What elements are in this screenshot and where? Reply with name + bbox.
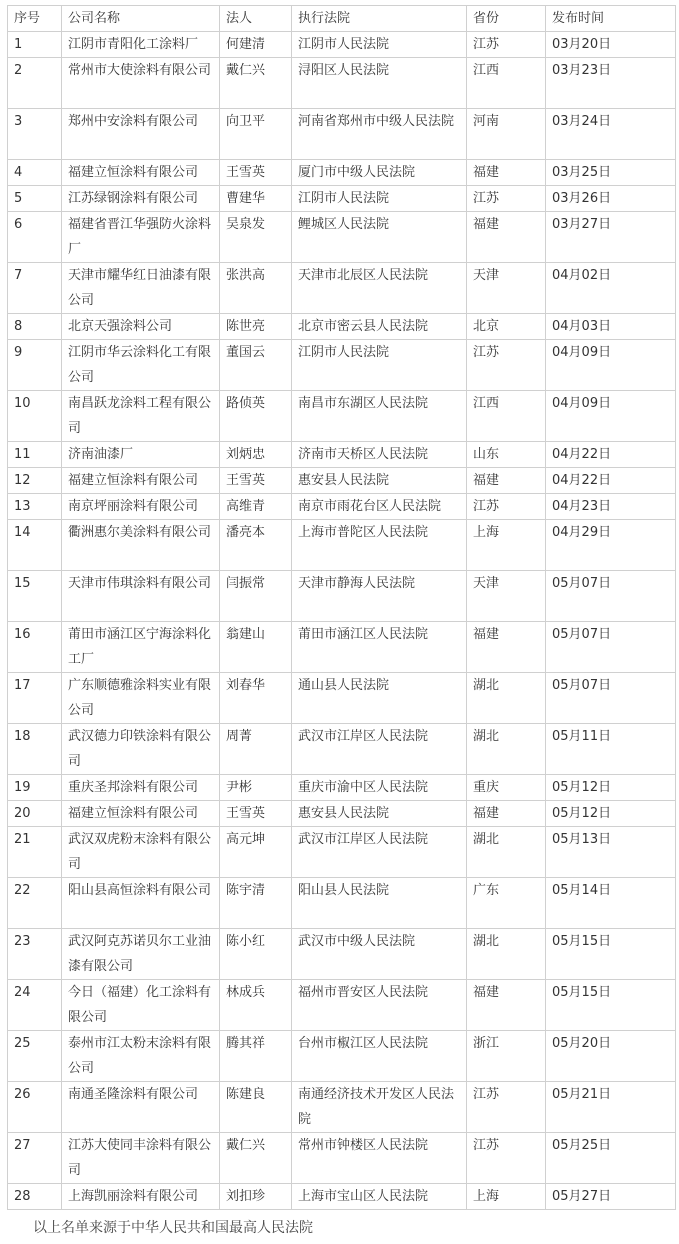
- cell-date: 05月20日: [546, 1031, 676, 1082]
- cell-no: 1: [8, 32, 62, 58]
- cell-date: 04月22日: [546, 442, 676, 468]
- table-row: [8, 622, 676, 673]
- cell-legal-rep: 曹建华: [220, 186, 292, 212]
- table-row: [8, 314, 676, 340]
- table-row: [8, 827, 676, 878]
- cell-date: 05月25日: [546, 1133, 676, 1184]
- cell-province: 广东: [467, 878, 546, 929]
- cell-company: 天津市耀华红日油漆有限公司: [62, 263, 220, 314]
- cell-court: 惠安县人民法院: [292, 801, 467, 827]
- cell-date: 03月24日: [546, 109, 676, 160]
- cell-court: 南昌市东湖区人民法院: [292, 391, 467, 442]
- cell-date: 03月20日: [546, 32, 676, 58]
- table-row: [8, 775, 676, 801]
- cell-province: 江苏: [467, 32, 546, 58]
- cell-legal-rep: 向卫平: [220, 109, 292, 160]
- table-row: [8, 212, 676, 263]
- table-row: [8, 1184, 676, 1210]
- cell-company: 重庆圣邦涂料有限公司: [62, 775, 220, 801]
- cell-company: 武汉双虎粉末涂料有限公司: [62, 827, 220, 878]
- cell-company: 江苏绿钢涂料有限公司: [62, 186, 220, 212]
- cell-company: 莆田市涵江区宁海涂料化工厂: [62, 622, 220, 673]
- cell-legal-rep: 戴仁兴: [220, 58, 292, 109]
- cell-date: 05月11日: [546, 724, 676, 775]
- cell-province: 福建: [467, 160, 546, 186]
- cell-province: 上海: [467, 1184, 546, 1210]
- cell-province: 江苏: [467, 1133, 546, 1184]
- cell-no: 7: [8, 263, 62, 314]
- cell-legal-rep: 陈小红: [220, 929, 292, 980]
- cell-court: 武汉市江岸区人民法院: [292, 724, 467, 775]
- cell-date: 05月13日: [546, 827, 676, 878]
- cell-legal-rep: 翁建山: [220, 622, 292, 673]
- cell-no: 22: [8, 878, 62, 929]
- table-row: [8, 1082, 676, 1133]
- cell-company: 福建立恒涂料有限公司: [62, 801, 220, 827]
- cell-company: 今日（福建）化工涂料有限公司: [62, 980, 220, 1031]
- cell-company: 南通圣隆涂料有限公司: [62, 1082, 220, 1133]
- cell-province: 上海: [467, 520, 546, 571]
- cell-legal-rep: 张洪高: [220, 263, 292, 314]
- cell-province: 江西: [467, 391, 546, 442]
- cell-province: 福建: [467, 622, 546, 673]
- cell-legal-rep: 王雪英: [220, 468, 292, 494]
- cell-company: 福建立恒涂料有限公司: [62, 160, 220, 186]
- cell-company: 上海凯丽涂料有限公司: [62, 1184, 220, 1210]
- cell-date: 04月03日: [546, 314, 676, 340]
- cell-legal-rep: 董国云: [220, 340, 292, 391]
- table-row: [8, 186, 676, 212]
- cell-no: 3: [8, 109, 62, 160]
- cell-date: 05月07日: [546, 673, 676, 724]
- cell-province: 北京: [467, 314, 546, 340]
- cell-legal-rep: 刘春华: [220, 673, 292, 724]
- cell-court: 武汉市中级人民法院: [292, 929, 467, 980]
- cell-province: 浙江: [467, 1031, 546, 1082]
- table-row: [8, 980, 676, 1031]
- cell-date: 05月15日: [546, 929, 676, 980]
- cell-legal-rep: 何建清: [220, 32, 292, 58]
- cell-date: 03月27日: [546, 212, 676, 263]
- cell-no: 12: [8, 468, 62, 494]
- table-header-row: [8, 6, 676, 32]
- cell-company: 武汉德力印铁涂料有限公司: [62, 724, 220, 775]
- cell-court: 常州市钟楼区人民法院: [292, 1133, 467, 1184]
- cell-legal-rep: 林成兵: [220, 980, 292, 1031]
- cell-no: 2: [8, 58, 62, 109]
- cell-court: 福州市晋安区人民法院: [292, 980, 467, 1031]
- enforcement-list-table: [7, 5, 676, 1210]
- cell-date: 05月07日: [546, 622, 676, 673]
- cell-company: 福建省晋江华强防火涂料厂: [62, 212, 220, 263]
- table-row: [8, 109, 676, 160]
- cell-date: 03月23日: [546, 58, 676, 109]
- column-header-company: 公司名称: [62, 6, 220, 32]
- column-header-province: 省份: [467, 6, 546, 32]
- table-row: [8, 494, 676, 520]
- cell-date: 04月02日: [546, 263, 676, 314]
- cell-no: 17: [8, 673, 62, 724]
- cell-no: 14: [8, 520, 62, 571]
- cell-legal-rep: 吴泉发: [220, 212, 292, 263]
- cell-date: 05月07日: [546, 571, 676, 622]
- cell-date: 04月09日: [546, 340, 676, 391]
- column-header-date: 发布时间: [546, 6, 676, 32]
- cell-no: 23: [8, 929, 62, 980]
- column-header-no: 序号: [8, 6, 62, 32]
- cell-date: 05月12日: [546, 775, 676, 801]
- column-header-court: 执行法院: [292, 6, 467, 32]
- cell-court: 厦门市中级人民法院: [292, 160, 467, 186]
- table-row: [8, 442, 676, 468]
- cell-court: 阳山县人民法院: [292, 878, 467, 929]
- cell-legal-rep: 潘亮本: [220, 520, 292, 571]
- cell-court: 台州市椒江区人民法院: [292, 1031, 467, 1082]
- column-header-legal-rep: 法人: [220, 6, 292, 32]
- cell-legal-rep: 路侦英: [220, 391, 292, 442]
- cell-company: 江苏大使同丰涂料有限公司: [62, 1133, 220, 1184]
- cell-company: 天津市伟琪涂料有限公司: [62, 571, 220, 622]
- table-row: [8, 468, 676, 494]
- cell-province: 湖北: [467, 724, 546, 775]
- cell-court: 河南省郑州市中级人民法院: [292, 109, 467, 160]
- cell-court: 上海市普陀区人民法院: [292, 520, 467, 571]
- table-row: [8, 724, 676, 775]
- table-row: [8, 340, 676, 391]
- cell-province: 河南: [467, 109, 546, 160]
- cell-no: 5: [8, 186, 62, 212]
- cell-province: 山东: [467, 442, 546, 468]
- cell-court: 莆田市涵江区人民法院: [292, 622, 467, 673]
- cell-company: 武汉阿克苏诺贝尔工业油漆有限公司: [62, 929, 220, 980]
- cell-company: 济南油漆厂: [62, 442, 220, 468]
- cell-province: 天津: [467, 571, 546, 622]
- table-row: [8, 929, 676, 980]
- cell-company: 衢洲惠尔美涂料有限公司: [62, 520, 220, 571]
- cell-legal-rep: 王雪英: [220, 160, 292, 186]
- cell-no: 6: [8, 212, 62, 263]
- cell-legal-rep: 陈世亮: [220, 314, 292, 340]
- cell-legal-rep: 高元坤: [220, 827, 292, 878]
- table-row: [8, 32, 676, 58]
- cell-no: 25: [8, 1031, 62, 1082]
- cell-court: 天津市静海人民法院: [292, 571, 467, 622]
- cell-date: 03月25日: [546, 160, 676, 186]
- cell-no: 15: [8, 571, 62, 622]
- table-row: [8, 571, 676, 622]
- cell-legal-rep: 陈建良: [220, 1082, 292, 1133]
- cell-legal-rep: 戴仁兴: [220, 1133, 292, 1184]
- cell-legal-rep: 王雪英: [220, 801, 292, 827]
- table-row: [8, 878, 676, 929]
- cell-legal-rep: 尹彬: [220, 775, 292, 801]
- cell-court: 江阴市人民法院: [292, 340, 467, 391]
- cell-date: 04月23日: [546, 494, 676, 520]
- cell-province: 湖北: [467, 929, 546, 980]
- cell-date: 04月09日: [546, 391, 676, 442]
- cell-date: 04月22日: [546, 468, 676, 494]
- cell-company: 广东顺德雅涂料实业有限公司: [62, 673, 220, 724]
- cell-court: 通山县人民法院: [292, 673, 467, 724]
- cell-province: 湖北: [467, 673, 546, 724]
- table-row: [8, 160, 676, 186]
- cell-company: 江阴市青阳化工涂料厂: [62, 32, 220, 58]
- cell-date: 05月15日: [546, 980, 676, 1031]
- cell-date: 05月27日: [546, 1184, 676, 1210]
- cell-legal-rep: 刘炳忠: [220, 442, 292, 468]
- cell-no: 13: [8, 494, 62, 520]
- cell-company: 南昌跃龙涂料工程有限公司: [62, 391, 220, 442]
- cell-legal-rep: 刘扣珍: [220, 1184, 292, 1210]
- cell-date: 05月14日: [546, 878, 676, 929]
- cell-no: 16: [8, 622, 62, 673]
- cell-company: 泰州市江太粉末涂料有限公司: [62, 1031, 220, 1082]
- table-row: [8, 801, 676, 827]
- cell-no: 21: [8, 827, 62, 878]
- cell-no: 20: [8, 801, 62, 827]
- cell-court: 武汉市江岸区人民法院: [292, 827, 467, 878]
- cell-date: 05月12日: [546, 801, 676, 827]
- cell-province: 福建: [467, 980, 546, 1031]
- cell-no: 9: [8, 340, 62, 391]
- cell-province: 福建: [467, 212, 546, 263]
- table-row: [8, 1031, 676, 1082]
- cell-province: 福建: [467, 468, 546, 494]
- cell-legal-rep: 陈宇清: [220, 878, 292, 929]
- cell-legal-rep: 高维青: [220, 494, 292, 520]
- cell-court: 鲤城区人民法院: [292, 212, 467, 263]
- cell-no: 18: [8, 724, 62, 775]
- cell-court: 济南市天桥区人民法院: [292, 442, 467, 468]
- cell-province: 福建: [467, 801, 546, 827]
- cell-court: 江阴市人民法院: [292, 186, 467, 212]
- cell-no: 28: [8, 1184, 62, 1210]
- cell-no: 10: [8, 391, 62, 442]
- cell-no: 27: [8, 1133, 62, 1184]
- table-row: [8, 1133, 676, 1184]
- cell-province: 江苏: [467, 1082, 546, 1133]
- cell-court: 北京市密云县人民法院: [292, 314, 467, 340]
- cell-province: 天津: [467, 263, 546, 314]
- cell-court: 南通经济技术开发区人民法院: [292, 1082, 467, 1133]
- cell-no: 24: [8, 980, 62, 1031]
- table-row: [8, 58, 676, 109]
- cell-no: 4: [8, 160, 62, 186]
- table-row: [8, 391, 676, 442]
- cell-company: 阳山县高恒涂料有限公司: [62, 878, 220, 929]
- cell-court: 惠安县人民法院: [292, 468, 467, 494]
- cell-date: 05月21日: [546, 1082, 676, 1133]
- cell-court: 天津市北辰区人民法院: [292, 263, 467, 314]
- cell-no: 19: [8, 775, 62, 801]
- cell-legal-rep: 腾其祥: [220, 1031, 292, 1082]
- cell-court: 重庆市渝中区人民法院: [292, 775, 467, 801]
- cell-province: 湖北: [467, 827, 546, 878]
- cell-company: 南京坪丽涂料有限公司: [62, 494, 220, 520]
- cell-company: 江阴市华云涂料化工有限公司: [62, 340, 220, 391]
- cell-no: 26: [8, 1082, 62, 1133]
- cell-court: 上海市宝山区人民法院: [292, 1184, 467, 1210]
- cell-province: 江苏: [467, 494, 546, 520]
- cell-court: 浔阳区人民法院: [292, 58, 467, 109]
- cell-legal-rep: 闫振常: [220, 571, 292, 622]
- source-note: 以上名单来源于中华人民共和国最高人民法院: [33, 1220, 313, 1236]
- cell-province: 重庆: [467, 775, 546, 801]
- cell-court: 南京市雨花台区人民法院: [292, 494, 467, 520]
- cell-date: 03月26日: [546, 186, 676, 212]
- cell-no: 8: [8, 314, 62, 340]
- table-row: [8, 263, 676, 314]
- cell-company: 常州市大使涂料有限公司: [62, 58, 220, 109]
- cell-province: 江苏: [467, 340, 546, 391]
- cell-company: 北京天强涂料公司: [62, 314, 220, 340]
- cell-no: 11: [8, 442, 62, 468]
- cell-legal-rep: 周菁: [220, 724, 292, 775]
- cell-date: 04月29日: [546, 520, 676, 571]
- cell-province: 江西: [467, 58, 546, 109]
- cell-company: 郑州中安涂料有限公司: [62, 109, 220, 160]
- cell-province: 江苏: [467, 186, 546, 212]
- cell-company: 福建立恒涂料有限公司: [62, 468, 220, 494]
- table-row: [8, 673, 676, 724]
- table-row: [8, 520, 676, 571]
- cell-court: 江阴市人民法院: [292, 32, 467, 58]
